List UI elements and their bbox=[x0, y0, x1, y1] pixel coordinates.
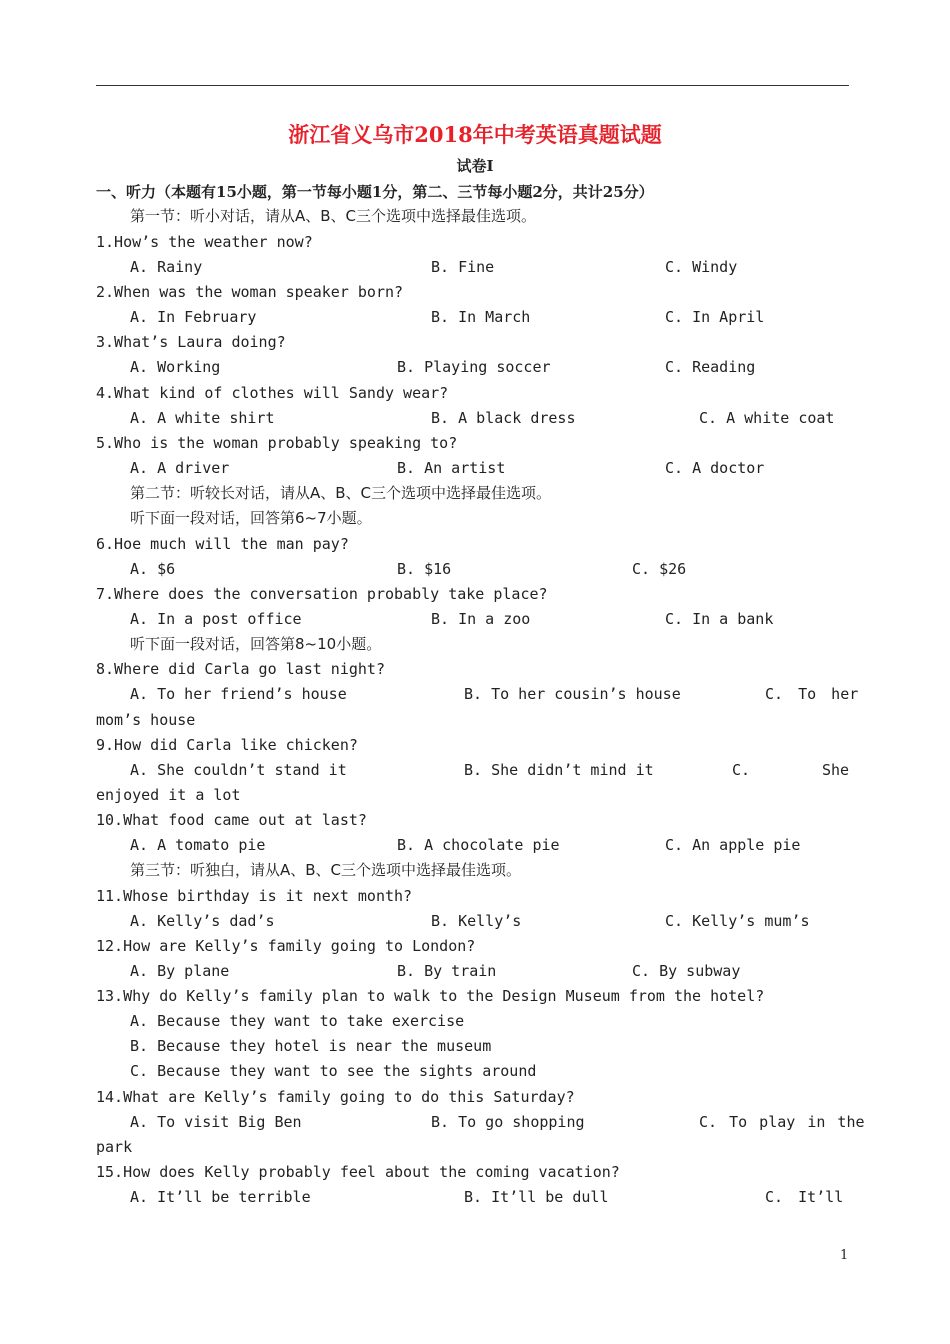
top-rule bbox=[96, 85, 849, 86]
q1-option-c: C. Windy bbox=[665, 258, 738, 276]
q4-option-a: A. A white shirt bbox=[130, 409, 275, 427]
q9-option-b: B. She didn’t mind it bbox=[464, 761, 654, 779]
q10-option-a: A. A tomato pie bbox=[130, 836, 266, 854]
q13-option-a: A. Because they want to take exercise bbox=[130, 1012, 465, 1030]
question-13: 13.Why do Kelly’s family plan to walk to the Design Museum from the hotel? bbox=[96, 987, 765, 1005]
question-15: 15.How does Kelly probably feel about the coming vacation? bbox=[96, 1163, 620, 1181]
question-9: 9.How did Carla like chicken? bbox=[96, 736, 358, 754]
question-7: 7.Where does the conversation probably take place? bbox=[96, 585, 548, 603]
q12-option-b: B. By train bbox=[397, 962, 497, 980]
q4-option-b: B. A black dress bbox=[431, 409, 576, 427]
q5-option-c: C. A doctor bbox=[665, 459, 765, 477]
q14-option-c: C. To play in the bbox=[699, 1113, 865, 1131]
q2-option-b: B. In March bbox=[431, 308, 531, 326]
q7-option-a: A. In a post office bbox=[130, 610, 302, 628]
exam-title: 浙江省义乌市2018年中考英语真题试题 bbox=[288, 122, 662, 147]
q8-option-c: C. To her bbox=[765, 685, 859, 703]
q7-option-b: B. In a zoo bbox=[431, 610, 531, 628]
page-number: 1 bbox=[840, 1248, 849, 1263]
question-1: 1.How’s the weather now? bbox=[96, 233, 313, 251]
q2-option-c: C. In April bbox=[665, 308, 765, 326]
section-heading: 一、听力（本题有15小题，第一节每小题1分，第二、三节每小题2分，共计25分） bbox=[96, 183, 654, 201]
q12-option-c: C. By subway bbox=[632, 962, 741, 980]
question-5: 5.Who is the woman probably speaking to? bbox=[96, 434, 458, 452]
q3-option-b: B. Playing soccer bbox=[397, 358, 551, 376]
q9-option-c-tail: She bbox=[822, 761, 850, 779]
q9-option-c: C. bbox=[732, 761, 751, 779]
question-8: 8.Where did Carla go last night? bbox=[96, 660, 385, 678]
question-4: 4.What kind of clothes will Sandy wear? bbox=[96, 384, 449, 402]
part3-instruction: 第三节：听独白，请从A、B、C三个选项中选择最佳选项。 bbox=[130, 861, 522, 879]
question-3: 3.What’s Laura doing? bbox=[96, 333, 286, 351]
q1-option-a: A. Rainy bbox=[130, 258, 203, 276]
q2-option-a: A. In February bbox=[130, 308, 257, 326]
q10-option-b: B. A chocolate pie bbox=[397, 836, 560, 854]
q15-option-a: A. It’ll be terrible bbox=[130, 1188, 311, 1206]
q3-option-c: C. Reading bbox=[665, 358, 756, 376]
part2-note-1: 听下面一段对话，回答第6~7小题。 bbox=[130, 509, 372, 527]
part2-note-2: 听下面一段对话，回答第8~10小题。 bbox=[130, 635, 382, 653]
q8-option-a: A. To her friend’s house bbox=[130, 685, 347, 703]
q11-option-c: C. Kelly’s mum’s bbox=[665, 912, 810, 930]
question-12: 12.How are Kelly’s family going to London? bbox=[96, 937, 476, 955]
question-11: 11.Whose birthday is it next month? bbox=[96, 887, 413, 905]
q4-option-c: C. A white coat bbox=[699, 409, 835, 427]
q5-option-b: B. An artist bbox=[397, 459, 506, 477]
q7-option-c: C. In a bank bbox=[665, 610, 774, 628]
paper-subtitle: 试卷Ⅰ bbox=[456, 157, 494, 175]
q9-option-a: A. She couldn’t stand it bbox=[130, 761, 347, 779]
q10-option-c: C. An apple pie bbox=[665, 836, 801, 854]
q8-option-b: B. To her cousin’s house bbox=[464, 685, 681, 703]
q6-option-a: A. $6 bbox=[130, 560, 176, 578]
q9-option-c-continued: enjoyed it a lot bbox=[96, 786, 241, 804]
q6-option-c: C. $26 bbox=[632, 560, 687, 578]
q13-option-c: C. Because they want to see the sights around bbox=[130, 1062, 537, 1080]
q14-option-b: B. To go shopping bbox=[431, 1113, 585, 1131]
q3-option-a: A. Working bbox=[130, 358, 221, 376]
q14-option-a: A. To visit Big Ben bbox=[130, 1113, 302, 1131]
part2-instruction: 第二节：听较长对话，请从A、B、C三个选项中选择最佳选项。 bbox=[130, 484, 552, 502]
q14-option-c-continued: park bbox=[96, 1138, 133, 1156]
q12-option-a: A. By plane bbox=[130, 962, 230, 980]
q11-option-a: A. Kelly’s dad’s bbox=[130, 912, 275, 930]
q5-option-a: A. A driver bbox=[130, 459, 230, 477]
question-14: 14.What are Kelly’s family going to do this Saturday? bbox=[96, 1088, 575, 1106]
q6-option-b: B. $16 bbox=[397, 560, 452, 578]
q15-option-c: C. It’ll bbox=[765, 1188, 844, 1206]
q8-option-c-continued: mom’s house bbox=[96, 711, 196, 729]
q13-option-b: B. Because they hotel is near the museum bbox=[130, 1037, 492, 1055]
q11-option-b: B. Kelly’s bbox=[431, 912, 522, 930]
question-6: 6.Hoe much will the man pay? bbox=[96, 535, 349, 553]
question-2: 2.When was the woman speaker born? bbox=[96, 283, 404, 301]
q15-option-b: B. It’ll be dull bbox=[464, 1188, 609, 1206]
question-10: 10.What food came out at last? bbox=[96, 811, 367, 829]
q1-option-b: B. Fine bbox=[431, 258, 495, 276]
part1-instruction: 第一节：听小对话，请从A、B、C三个选项中选择最佳选项。 bbox=[130, 207, 537, 225]
